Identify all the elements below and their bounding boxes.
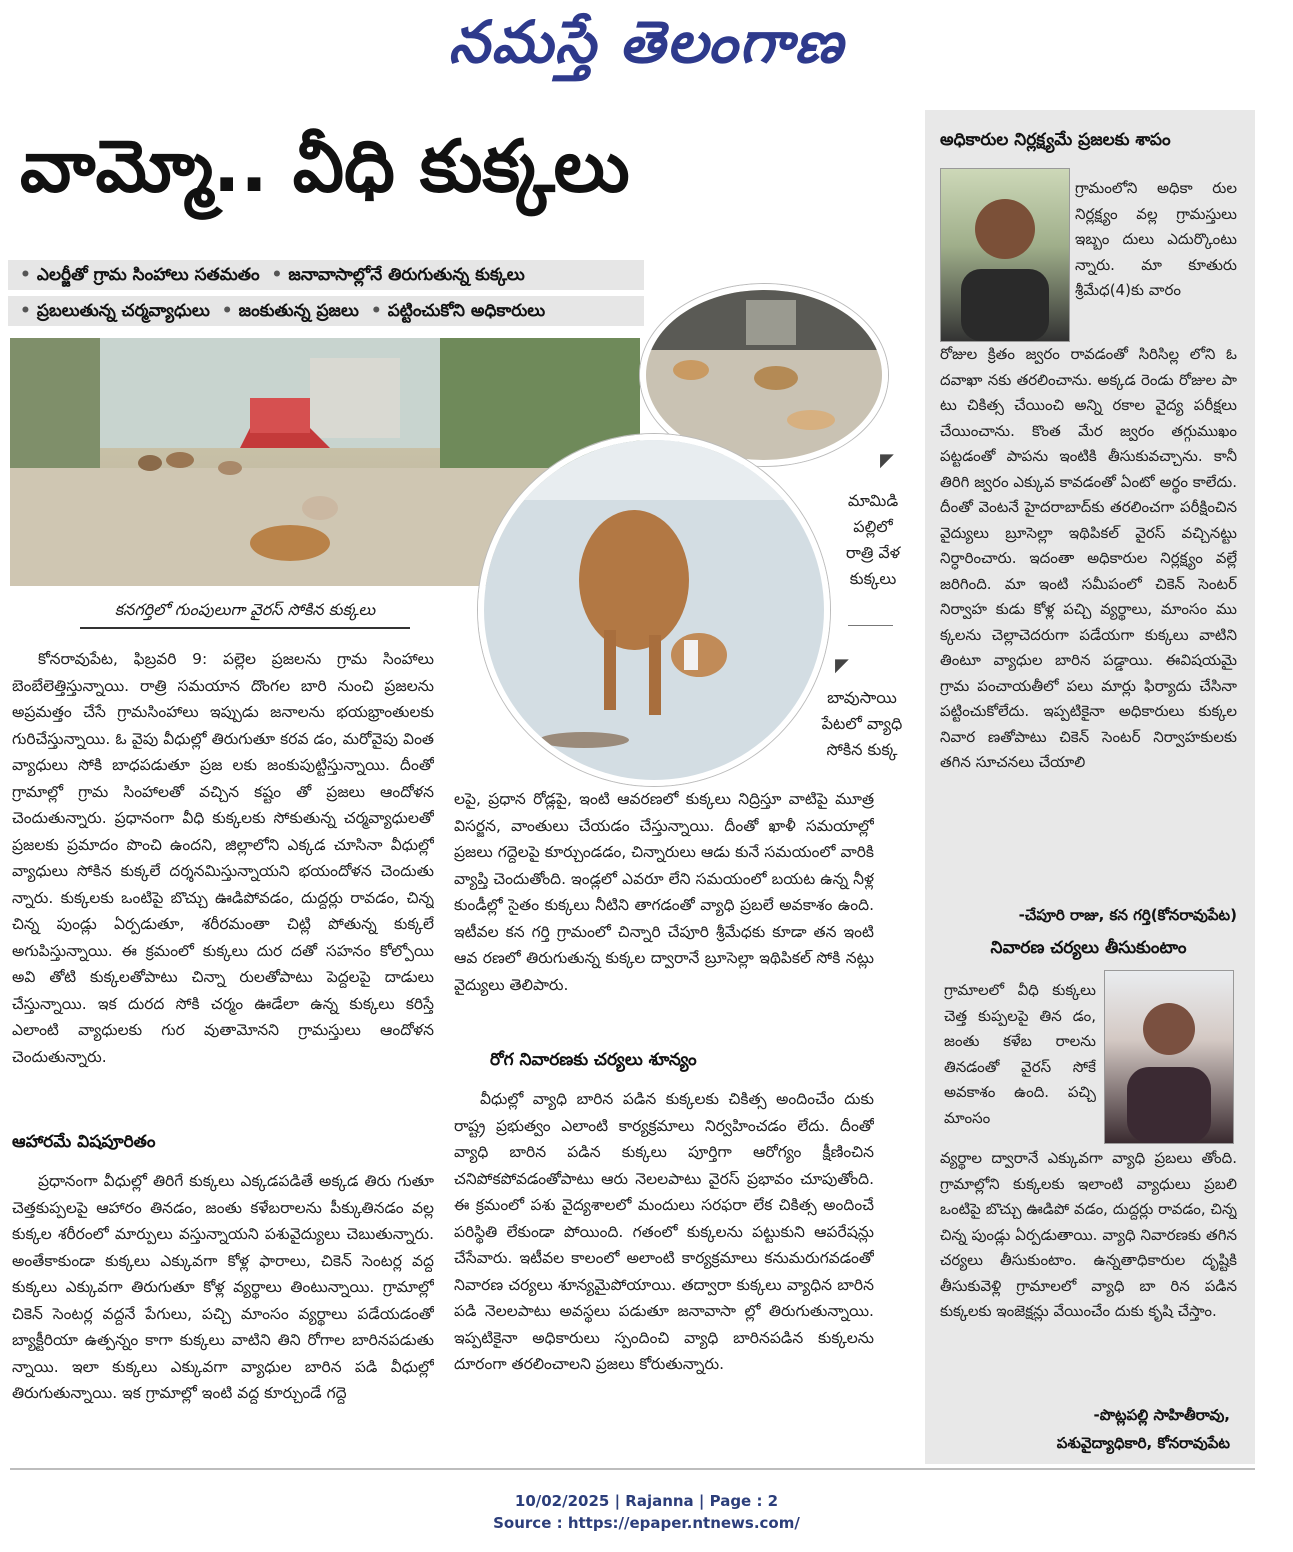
caption-rule <box>80 627 410 629</box>
bullet-dot-icon: • <box>20 301 31 321</box>
portrait-sahiti-rao <box>1104 970 1234 1144</box>
article-paragraph: లపై, ప్రధాన రోడ్లపై, ఇంటి ఆవరణలో కుక్కలు నిద్రిస్తూ వాటిపై మూత్ర విసర్జన, వాంతులు చేయడం చేస్తున్నాయి. దీంతో ఖాళీ సమయాల్లో ప్రజలు గద్దెలపై కూర్చుండడం, చిన్నారులు ఆడు కునే సమయంలో వారికి వ్యాప్తి చెందుతోంది. ఇండ్లలో ఎవరూ లేని సమయంలో బయట ఉన్న నీళ్ల కుండీల్లో సైతం కుక్కలు నీటిని తాగడంతో వ్యాధి ప్రబలే అవకాశం ఉంది. ఇటీవల కన గర్తి గ్రామంలో చిన్నారి చేపూరి శ్రీమేధకు కూడా తన ఇంటి ఆవ రణలో తిరుగుతున్న కుక్కల ద్వారానే బ్రూసెల్లా ఇథిపికల్ సోకి నట్లు వైద్యులు తెలిపారు. <box>454 790 874 994</box>
sidebar-heading-2: నివారణ చర్యలు తీసుకుంటాం <box>990 938 1187 958</box>
sidebar-heading-1: అధికారుల నిర్లక్ష్యమే ప్రజలకు శాపం <box>940 130 1171 150</box>
bullet-bar-1 <box>8 260 644 290</box>
main-photo-caption <box>80 600 410 629</box>
night-dogs-image <box>646 290 882 460</box>
bullet-item: పట్టించుకోని అధికారులు <box>387 301 546 321</box>
sidebar-paragraph: వ్యర్థాల ద్వారానే ఎక్కువగా వ్యాధి ప్రబలు తోంది. గ్రామాల్లోని కుక్కలకు ఇలాంటి వ్యాధులు ప్రబలి ఒంటిపై బొచ్చు ఊడిపో వడం, దుద్దర్లు రావడం, చిన్న చిన్న పుండ్లు ఏర్పడుతాయి. వ్యాధి నివారణకు తగిన చర్యలు తీసుకుంటాం. ఉన్నతాధికారుల దృష్టికి తీసుకువెళ్లి గ్రామాలలో వ్యాధి బా రిన పడిన కుక్కలకు ఇంజెక్షన్లు వేయించేం దుకు కృషి చేస్తాం. <box>940 1149 1237 1320</box>
article-paragraph: కోనరావుపేట, ఫిబ్రవరి 9: పల్లెల ప్రజలను గ్రామ సింహాలు బెంబేలెత్తిస్తున్నాయి. రాత్రి సమయాన దొంగల బారి నుంచి ప్రజలను అప్రమత్తం చేసే గ్రామసింహాలు ఇప్పుడు జనాలను భయభ్రాంతులకు గురిచేస్తున్నాయి. ఓ వైపు వీధుల్లో తిరుగుతూ కరవ డం, మరోవైపు వింత వ్యాధులు సోకి బాధపడుతూ ప్రజ లకు జంకుపుట్టిస్తున్నాయి. దీంతో గ్రామాల్లో గ్రామ సింహాలతో వచ్చిన కష్టం తో ప్రజలు ఆందోళన చెందుతున్నారు. ప్రధానంగా వీధి కుక్కలకు సోకుతున్న చర్మవ్యాధులతో ప్రజలకు ప్రమాదం పొంచి ఉందని, జిల్లాలోని ఎక్కడ చూసినా వీధుల్లో వ్యాధులు సోకిన కుక్కలే దర్శనమిస్తున్నాయని భయందోళన చెందుతు న్నారు. కుక్కలకు ఒంటిపై బొచ్చు ఊడిపోవడం, దుద్దర్లు రావడం, చిన్న చిన్న పుండ్లు ఏర్పడుతూ, శరీరమంతా చిట్లి పోతున్న కుక్కలే అగుపిస్తున్నాయి. ఈ క్రమంలో కుక్కలు దుర దతో సహనం కోల్పోయి అవి తోటి కుక్కలతోపాటు చిన్నా రులతోపాటు పెద్దలపై దాడులు చేస్తున్నాయి. ఇక దురద సోకి చర్మం ఊడేలా ఉన్న కుక్కలు కరిస్తే ఎలాంటి వ్యాధులకు గుర వుతామోనని గ్రామస్తులు ఆందోళన చెందుతున్నారు. <box>12 650 434 1066</box>
caption-divider <box>848 625 893 626</box>
caption-line: సోకిన కుక్క <box>826 740 898 759</box>
caption-line: పల్లిలో <box>853 517 893 536</box>
subhead-poisoned-food: ఆహారమే విషపూరితం <box>12 1132 156 1152</box>
caption-line: మామిడి <box>847 491 899 510</box>
pointer-arrow-icon: ◤ <box>835 655 849 676</box>
bullet-bar-2 <box>8 296 644 326</box>
bullet-item: జనావాసాల్లోనే తిరుగుతున్న కుక్కలు <box>288 265 525 285</box>
bullet-dot-icon: • <box>20 265 31 285</box>
page-bottom-rule <box>10 1468 1255 1470</box>
sick-dog-photo <box>478 434 830 786</box>
woman-portrait-image <box>1105 971 1233 1143</box>
masthead <box>0 8 1293 91</box>
caption-line: బావుసాయి <box>827 688 897 707</box>
article-column-2 <box>454 786 874 1038</box>
credit-sahiti-rao-title: పశువైద్యాధికారి, కోనరావుపేట <box>1056 1434 1230 1452</box>
sidebar-text-2-rest <box>940 1146 1237 1394</box>
article-column-2b <box>454 1086 874 1450</box>
page-footer <box>0 1490 1293 1534</box>
caption-line: రాత్రి వేళ <box>845 543 901 562</box>
portrait-chepuri-raju <box>940 168 1070 342</box>
man-portrait-image <box>941 169 1069 341</box>
article-column-1b <box>12 1168 434 1450</box>
credit-chepuri-raju: -చేపూరి రాజు, కన గర్తి(కోనరావుపేట) <box>1018 906 1237 924</box>
article-paragraph: ప్రధానంగా వీధుల్లో తిరిగే కుక్కలు ఎక్కడపడితే అక్కడ తిరు గుతూ చెత్తకుప్పలపై ఆహారం తినడం, జంతు కళేబరాలను పీక్కుతినడం వల్ల కుక్కల శరీరంలో మార్పులు వస్తున్నాయని పశువైద్యులు చెబుతున్నారు. అంతేకాకుండా కుక్కలు ఎక్కువగా కోళ్ల ఫారాలు, చికెన్ సెంటర్ల వద్ద కుక్కలు ఎక్కువగా తిరుగుతూ కోళ్ల వ్యర్థాలు తింటున్నాయి. గ్రామాల్లో చికెన్ సెంటర్ల వద్దనే పేగులు, పచ్చి మాంసం వ్యర్థాలు పడేయడంతో బ్యాక్టీరియా ఉత్పన్నం కాగా కుక్కలు వాటిని తిని రోగాల బారినపడుతు న్నాయి. ఇలా కుక్కలు ఎక్కువగా వ్యాధుల బారిన పడి వీధుల్లో తిరుగుతున్నాయి. ఇక గ్రామాల్లో ఇంటి వద్ద కూర్చుండే గద్దె <box>12 1172 434 1402</box>
sidebar-text-2-top <box>944 978 1096 1144</box>
article-paragraph: వీధుల్లో వ్యాధి బారిన పడిన కుక్కలకు చికిత్స అందించేం దుకు రాష్ట్ర ప్రభుత్వం ఎలాంటి కార్యక్రమాలు నిర్వహించడం లేదు. దీంతో వ్యాధి బారిన పడిన కుక్కలు పూర్తిగా ఆరోగ్యం క్షీణించిన చనిపోకపోవడంతోపాటు ఆరు నెలలపాటు వైరస్ ప్రభావం చూపుతోంది. ఈ క్రమంలో పశు వైద్యశాలలో మందులు సరఫరా లేక చికిత్స అందించే పరిస్థితి లేకుండా పోయింది. గతంలో కుక్కలను పట్టుకుని ఆపరేషన్లు చేసేవారు. ఇటీవల కాలంలో అలాంటి కార్యక్రమాలు కనుమరుగవడంతో నివారణ చర్యలు శూన్యమైపోయాయి. తద్వారా కుక్కలు వ్యాధిన బారిన పడి నెలలపాటు అవస్థలు పడుతూ జనావాసా ల్లో తిరుగుతున్నాయి. ఇప్పటికైనా అధికారులు స్పందించి వ్యాధి బారినపడిన కుక్కలను దూరంగా తరలించాలని ప్రజలు కోరుతున్నారు. <box>454 1090 874 1373</box>
footer-source-link[interactable]: Source : https://epaper.ntnews.com/ <box>493 1514 800 1532</box>
bullet-item: జంకుతున్న ప్రజలు <box>238 301 359 321</box>
subhead-no-prevention: రోగ నివారణకు చర్యలు శూన్యం <box>490 1050 697 1070</box>
sidebar-text-1-rest <box>940 342 1237 882</box>
caption-line: కుక్కలు <box>849 569 897 588</box>
headline: వామ్మో.. వీధి కుక్కలు <box>20 124 630 208</box>
sick-dog-image <box>484 440 824 780</box>
credit-sahiti-rao-name: -పొట్లపల్లి సాహితీరావు, <box>1093 1406 1230 1424</box>
pointer-arrow-icon: ◤ <box>880 450 894 471</box>
sidebar-paragraph: రోజుల క్రితం జ్వరం రావడంతో సిరిసిల్ల లోని ఓ దవాఖా నకు తరలించాను. అక్కడ రెండు రోజుల పా టు చికిత్స చేయించి అన్ని రకాల వైద్య పరీక్షలు చేయించాను. కొంత మేర జ్వరం తగ్గుముఖం పట్టడంతో పాపను ఇంటికి తీసుకువచ్చాను. కానీ తిరిగి జ్వరం ఎక్కువ కావడంతో ఏంటో అర్థం కాలేదు. దీంతో వెంటనే హైదరాబాద్‌కు తరలించగా పరీక్షించిన వైద్యులు బ్రూసెల్లా ఇథిపికల్ వైరస్ వచ్చినట్టు నిర్ధారించారు. ఇదంతా అధికారుల నిర్లక్ష్యం వల్లే జరిగింది. మా ఇంటి సమీపంలో చికెన్ సెంటర్ నిర్వాహ కుడు కోళ్ల పచ్చి వ్యర్థాలు, మాంసం ము క్కలను చెల్లాచెదరుగా పడేయగా కుక్కలు వాటిని తింటూ వ్యాధుల బారిన పడ్డాయి. ఈవిషయమై గ్రామ పంచాయతీలో పలు మార్లు ఫిర్యాదు చేసినా పట్టించుకోలేదు. ఇప్పటికైనా అధికారులు కుక్కల నివార ణతోపాటు చికెన్ సెంటర్ నిర్వాహకులకు తగిన సూచనలు చేయాలి <box>940 345 1237 771</box>
caption-text: కనగర్తిలో గుంపులుగా వైరస్ సోకిన కుక్కలు <box>114 600 376 619</box>
article-column-1 <box>12 646 434 1116</box>
night-dogs-caption <box>828 488 918 592</box>
sidebar-paragraph: గ్రామంలోని అధికా రుల నిర్లక్ష్యం వల్ల గ్రామస్తులు ఇబ్బం దులు ఎదుర్కొంటు న్నారు. మా కూతురు శ్రీమేధ(4)కు వారం <box>1075 179 1237 299</box>
footer-date-edition: 10/02/2025 | Rajanna | Page : 2 <box>514 1492 779 1510</box>
sidebar-paragraph: గ్రామాలలో వీధి కుక్కలు చెత్త కుప్పలపై తిన డం, జంతు కళేబ రాలను తినడంతో వైరస్ సోకే అవకాశం ఉంది. పచ్చి మాంసం <box>944 981 1096 1127</box>
masthead-logo: నమస్తే తెలంగాణ <box>448 8 845 76</box>
bullet-item: ప్రబలుతున్న చర్మవ్యాధులు <box>36 301 210 321</box>
sidebar-text-1-top <box>1075 176 1237 338</box>
bullet-item: ఎలర్జీతో గ్రామ సింహాలు సతమతం <box>36 265 260 285</box>
bullet-dot-icon: • <box>370 301 382 321</box>
bullet-dot-icon: • <box>271 265 283 285</box>
bullet-dot-icon: • <box>221 301 233 321</box>
sick-dog-caption <box>812 685 912 763</box>
caption-line: పేటలో వ్యాధి <box>821 714 903 733</box>
